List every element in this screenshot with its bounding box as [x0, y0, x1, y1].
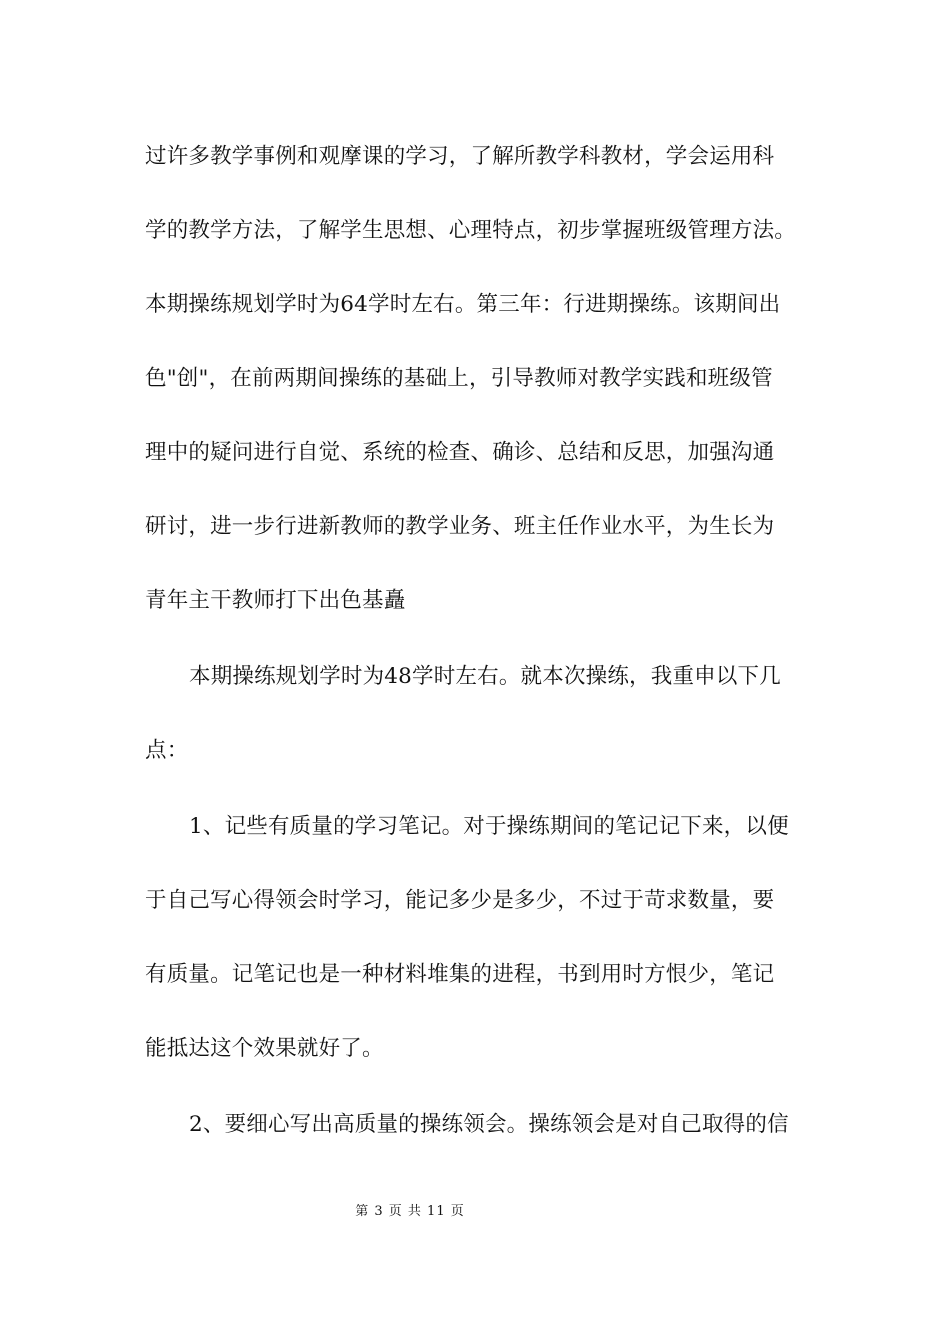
body-line-1: 过许多教学事例和观摩课的学习，了解所教学科教材，学会运用科 — [145, 144, 775, 169]
body-line-13: 能抵达这个效果就好了。 — [145, 1036, 384, 1061]
body-line-10: 1、记些有质量的学习笔记。对于操练期间的笔记记下来，以便 — [189, 814, 789, 839]
page-footer: 第 3 页 共 11 页 — [355, 1204, 465, 1219]
body-line-11: 于自己写心得领会时学习，能记多少是多少，不过于苛求数量，要 — [145, 888, 775, 913]
body-line-6: 研讨，进一步行进新教师的教学业务、班主任作业水平，为生长为 — [145, 514, 775, 539]
body-line-2: 学的教学方法，了解学生思想、心理特点，初步掌握班级管理方法。 — [145, 218, 797, 243]
body-line-14: 2、要细心写出高质量的操练领会。操练领会是对自己取得的信 — [189, 1112, 789, 1137]
body-line-3: 本期操练规划学时为64学时左右。第三年：行进期操练。该期间出 — [145, 292, 781, 317]
body-line-8: 本期操练规划学时为48学时左右。就本次操练，我重申以下几 — [189, 664, 781, 689]
body-line-12: 有质量。记笔记也是一种材料堆集的进程，书到用时方恨少，笔记 — [145, 962, 775, 987]
body-line-5: 理中的疑问进行自觉、系统的检查、确诊、总结和反思，加强沟通 — [145, 440, 775, 465]
body-line-7: 青年主干教师打下出色基矗 — [145, 588, 406, 613]
body-line-9: 点： — [145, 738, 189, 763]
body-line-4: 色"创"，在前两期间操练的基础上，引导教师对教学实践和班级管 — [145, 366, 773, 391]
